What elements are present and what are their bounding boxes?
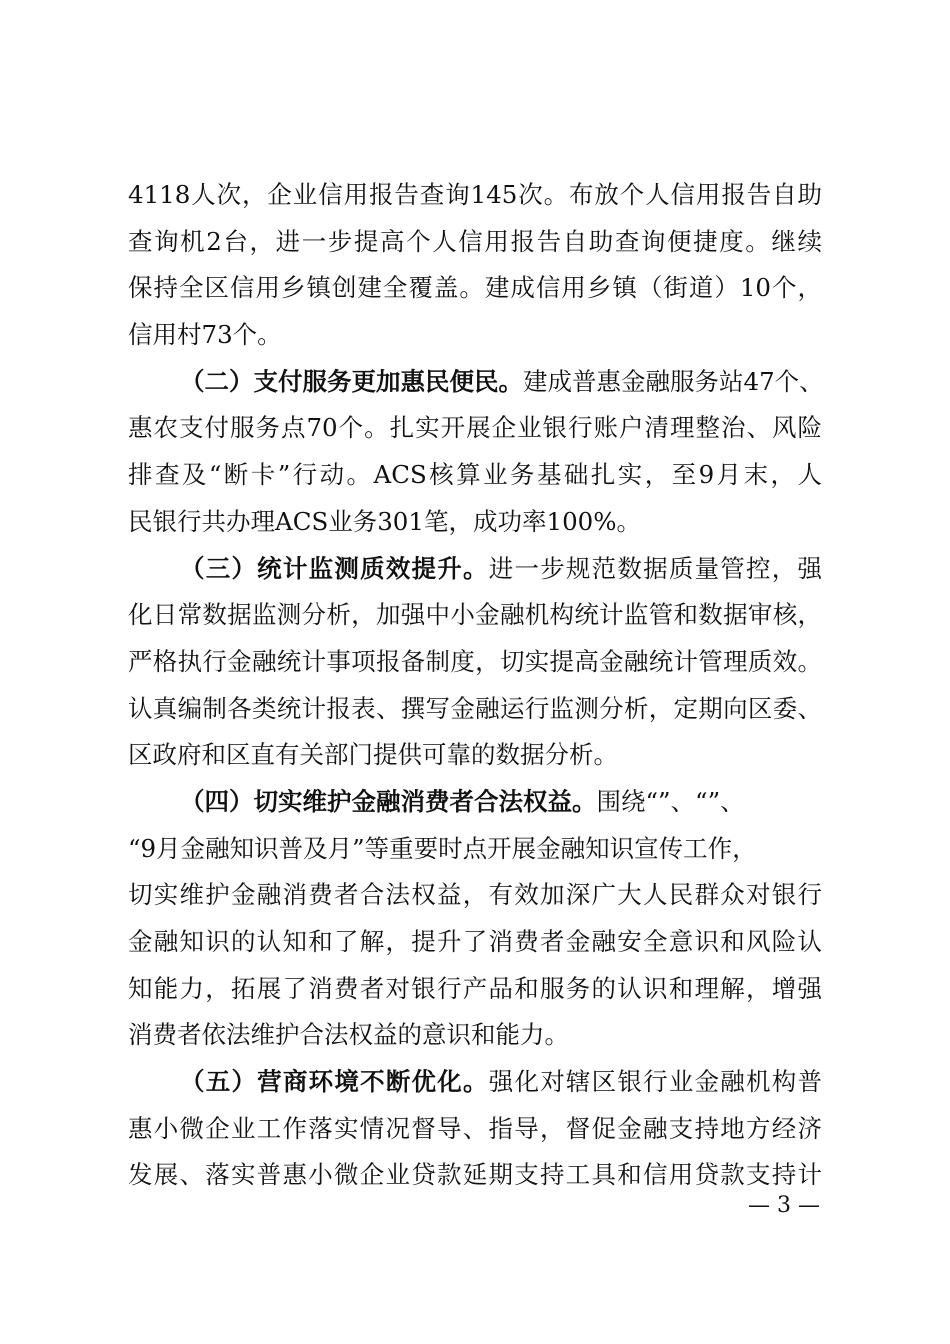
text-line [128, 359, 822, 406]
paragraph-credit [128, 172, 822, 359]
text-line: 区政府和区直有关部门提供可靠的数据分析。 [128, 740, 618, 770]
text-line: 消费者依法维护合法权益的意识和能力。 [128, 1020, 569, 1050]
body-text [128, 172, 822, 1199]
text-line: 查询机2台，进一步提高个人信用报告自助查询便捷度。继续 [128, 226, 822, 256]
text-line: 发展、落实普惠小微企业贷款延期支持工具和信用贷款支持计 [128, 1160, 822, 1190]
text-run: 围绕“”、“”、 [596, 786, 745, 816]
text-line: 知能力，拓展了消费者对银行产品和服务的认识和理解，增强 [128, 973, 822, 1003]
paragraph-statistics [128, 546, 822, 779]
page-number: — 3 — [748, 1193, 820, 1218]
text-line: 认真编制各类统计报表、撰写金融运行监测分析，定期向区委、 [128, 693, 822, 723]
section-heading: （五）营商环境不断优化。 [180, 1067, 489, 1097]
text-run: 进一步规范数据质量管控，强 [488, 553, 822, 583]
text-line [128, 546, 822, 593]
text-line: 严格执行金融统计事项报备制度，切实提高金融统计管理质效。 [128, 646, 822, 676]
section-heading: （四）切实维护金融消费者合法权益。 [180, 786, 597, 816]
paragraph-consumer-rights [128, 779, 822, 1059]
text-line: 金融知识的认知和了解，提升了消费者金融安全意识和风险认 [128, 927, 822, 956]
text-line: “9月金融知识普及月”等重要时点开展金融知识宣传工作， [128, 833, 757, 863]
paragraph-payment-services [128, 359, 822, 546]
text-line: 4118人次，企业信用报告查询145次。布放个人信用报告自助 [128, 180, 822, 209]
text-line: 惠农支付服务点70个。扎实开展企业银行账户清理整治、风险 [128, 413, 822, 443]
section-heading: （二）支付服务更加惠民便民。 [180, 366, 523, 396]
text-line [128, 779, 822, 826]
text-line: 惠小微企业工作落实情况督导、指导，督促金融支持地方经济 [128, 1113, 822, 1143]
text-line: 排查及“断卡”行动。ACS核算业务基础扎实，至9月末，人 [128, 460, 822, 490]
text-line: 民银行共办理ACS业务301笔，成功率100%。 [128, 506, 642, 536]
text-line: 信用村73个。 [128, 320, 282, 350]
text-line [128, 1059, 822, 1106]
text-line: 保持全区信用乡镇创建全覆盖。建成信用乡镇（街道）10个， [128, 273, 822, 303]
text-run: 建成普惠金融服务站47个、 [523, 366, 824, 396]
section-heading: （三）统计监测质效提升。 [180, 553, 489, 583]
text-line: 化日常数据监测分析，加强中小金融机构统计监管和数据审核， [128, 600, 822, 630]
text-run: 强化对辖区银行业金融机构普 [488, 1067, 822, 1097]
text-line: 切实维护金融消费者合法权益，有效加深广大人民群众对银行 [128, 880, 822, 910]
paragraph-business-environment [128, 1059, 822, 1199]
